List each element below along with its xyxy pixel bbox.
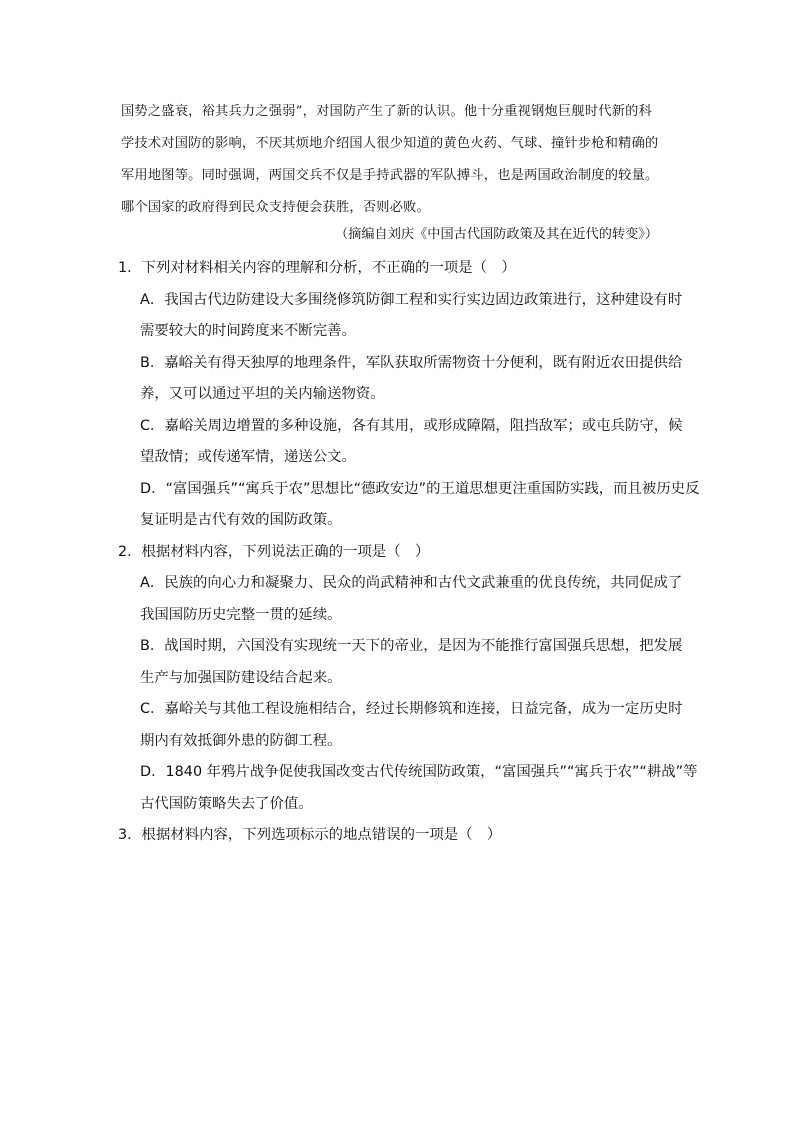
option-d[interactable] bbox=[118, 757, 698, 820]
question-stem: 2．根据材料内容，下列说法正确的一项是（ ） bbox=[118, 543, 430, 560]
option-line: B．嘉峪关有得天独厚的地理条件，军队获取所需物资十分便利，既有附近农田提供给 bbox=[140, 354, 683, 371]
option-line: C．嘉峪关周边增置的多种设施，各有其用，或形成障隔，阻挡敌军；或屯兵防守，候 bbox=[140, 417, 683, 434]
question-3 bbox=[118, 820, 698, 852]
option-line: 我国国防历史完整一贯的延续。 bbox=[140, 606, 342, 623]
option-line: 期内有效抵御外患的防御工程。 bbox=[140, 732, 342, 749]
option-line: A．我国古代边防建设大多围绕修筑防御工程和实行实边固边政策进行，这种建设有时 bbox=[140, 291, 683, 308]
option-d[interactable] bbox=[118, 474, 698, 537]
passage-text bbox=[121, 96, 691, 224]
question-stem: 1．下列对材料相关内容的理解和分析，不正确的一项是（ ） bbox=[118, 260, 516, 276]
passage-line: 国势之盛衰，裕其兵力之强弱”，对国防产生了新的认识。他十分重视钢炮巨舰时代新的科 bbox=[121, 104, 653, 119]
option-c[interactable] bbox=[118, 694, 698, 757]
option-a[interactable] bbox=[118, 285, 698, 348]
question-2 bbox=[118, 537, 698, 821]
option-line: A．民族的向心力和凝聚力、民众的尚武精神和古代文武兼重的优良传统，共同促成了 bbox=[140, 575, 683, 591]
question-stem: 3．根据材料内容，下列选项标示的地点错误的一项是（ ） bbox=[118, 827, 502, 843]
passage-source: （摘编自刘庆《中国古代国防政策及其在近代的转变》） bbox=[335, 227, 659, 242]
passage-line: 学技术对国防的影响，不厌其烦地介绍国人很少知道的黄色火药、气球、撞针步枪和精确的 bbox=[121, 136, 659, 151]
option-line: 生产与加强国防建设结合起来。 bbox=[140, 669, 342, 686]
option-c[interactable] bbox=[118, 411, 698, 474]
option-line: 养，又可以通过平坦的关内输送物资。 bbox=[140, 386, 385, 402]
question-list bbox=[118, 253, 698, 852]
option-line: C．嘉峪关与其他工程设施相结合，经过长期修筑和连接，日益完备，成为一定历史时 bbox=[140, 701, 683, 717]
option-a[interactable] bbox=[118, 568, 698, 631]
option-line: 古代国防策略失去了价值。 bbox=[140, 795, 313, 812]
option-line: D．“富国强兵”“寓兵于农”思想比“德政安边”的王道思想更注重国防实践，而且被历史反 bbox=[140, 480, 700, 497]
option-line: B．战国时期，六国没有实现统一天下的帝业，是因为不能推行富国强兵思想，把发展 bbox=[140, 638, 683, 654]
passage-line: 军用地图等。同时强调，两国交兵不仅是手持武器的军队搏斗，也是两国政治制度的较量。 bbox=[121, 168, 659, 183]
option-b[interactable] bbox=[118, 631, 698, 694]
option-line: 需要较大的时间跨度来不断完善。 bbox=[140, 323, 356, 339]
passage-line: 哪个国家的政府得到民众支持便会获胜，否则必败。 bbox=[121, 200, 431, 215]
option-b[interactable] bbox=[118, 348, 698, 411]
question-1 bbox=[118, 253, 698, 537]
option-line: 复证明是古代有效的国防政策。 bbox=[140, 512, 342, 528]
option-line: D．1840 年鸦片战争促使我国改变古代传统国防政策，“富国强兵”“寓兵于农”“耕战”等 bbox=[140, 764, 698, 780]
option-line: 望敌情；或传递军情，递送公文。 bbox=[140, 449, 356, 465]
